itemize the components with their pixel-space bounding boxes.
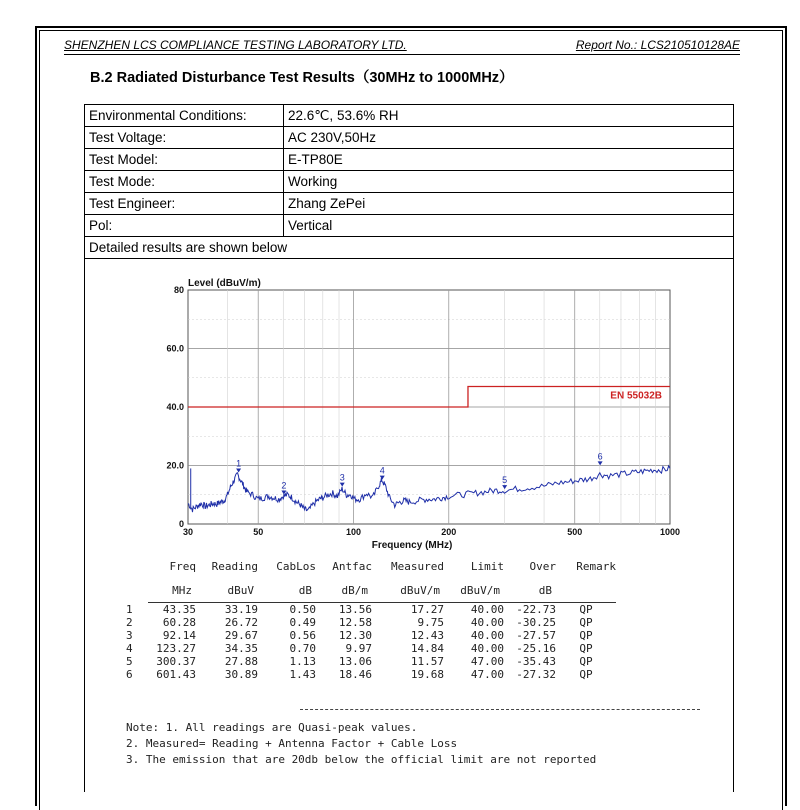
- marker-label: 2: [281, 480, 287, 491]
- table-row: [126, 616, 616, 629]
- table-cell: 14.84: [410, 642, 444, 655]
- note-line: Note: 1. All readings are Quasi-peak values.: [126, 721, 418, 734]
- info-row: [85, 127, 734, 149]
- col-header: Measured: [391, 559, 444, 573]
- info-value: E-TP80E: [284, 149, 734, 171]
- table-cell: 40.00: [470, 629, 504, 642]
- table-cell: 11.57: [410, 655, 444, 668]
- col-header: Remark: [576, 559, 616, 573]
- row-index: 1: [126, 602, 133, 616]
- x-tick-label: 500: [567, 527, 583, 537]
- table-cell: 40.00: [470, 616, 504, 629]
- table-cell: 33.19: [224, 603, 258, 616]
- table-cell: 12.30: [338, 629, 372, 642]
- y-tick-label: 0: [178, 519, 184, 529]
- info-row: [85, 105, 734, 127]
- results-units-row: [126, 578, 616, 603]
- table-row: [126, 642, 616, 655]
- table-cell: 1.43: [289, 668, 316, 681]
- page-header: [64, 38, 740, 55]
- table-cell: QP: [579, 642, 593, 655]
- table-cell: 0.50: [289, 603, 316, 616]
- table-cell: QP: [579, 655, 593, 668]
- table-row: [126, 668, 616, 681]
- info-value: Zhang ZePei: [284, 193, 734, 215]
- table-row: [126, 629, 616, 642]
- table-cell: 34.35: [224, 642, 258, 655]
- table-cell: 13.06: [338, 655, 372, 668]
- col-unit: dB: [504, 578, 556, 603]
- y-tick-label: 20.0: [166, 460, 184, 471]
- table-cell: 17.27: [410, 603, 444, 616]
- table-cell: -30.25: [516, 616, 556, 629]
- emission-chart: [140, 272, 680, 550]
- info-value: Working: [284, 171, 734, 193]
- x-tick-label: 100: [345, 527, 362, 537]
- note-line: 3. The emission that are 20db below the official limit are not reported: [126, 753, 597, 766]
- col-header: Freq: [169, 559, 196, 573]
- marker-label: 1: [236, 458, 242, 469]
- info-value: 22.6℃, 53.6% RH: [284, 105, 734, 127]
- info-row: [85, 149, 734, 171]
- col-header: Over: [529, 559, 556, 573]
- table-cell: -27.32: [516, 668, 556, 681]
- table-cell: 9.75: [417, 616, 444, 629]
- table-cell: 29.67: [224, 629, 258, 642]
- col-unit: [556, 578, 616, 603]
- marker-label: 5: [502, 475, 508, 486]
- y-tick-label: 60.0: [166, 343, 184, 354]
- y-tick-label: 40.0: [166, 402, 184, 412]
- row-index: 5: [126, 655, 133, 668]
- table-cell: 60.28: [162, 616, 196, 629]
- table-cell: 300.37: [156, 655, 196, 668]
- table-cell: 0.56: [289, 629, 316, 642]
- row-index: 4: [126, 642, 133, 655]
- table-cell: 12.43: [410, 629, 444, 642]
- x-tick-label: 50: [253, 527, 264, 537]
- report-number: Report No.: LCS210510128AE: [575, 38, 740, 52]
- col-unit: dB: [258, 578, 316, 603]
- notes: [126, 720, 596, 768]
- note-line: 2. Measured= Reading + Antenna Factor + Cable Loss: [126, 737, 458, 750]
- table-cell: 30.89: [224, 668, 258, 681]
- table-cell: -25.16: [516, 642, 556, 655]
- col-unit: dB/m: [316, 578, 372, 603]
- info-label: Test Mode:: [85, 171, 284, 193]
- table-cell: 47.00: [470, 668, 504, 681]
- row-index: 3: [126, 629, 133, 642]
- table-cell: -27.57: [516, 629, 556, 642]
- table-cell: 1.13: [289, 655, 316, 668]
- table-cell: 47.00: [470, 655, 504, 668]
- info-value: AC 230V,50Hz: [284, 127, 734, 149]
- detail-note: Detailed results are shown below: [85, 237, 734, 259]
- info-label: Test Engineer:: [85, 193, 284, 215]
- table-cell: 18.46: [338, 668, 372, 681]
- col-unit: MHz: [148, 578, 196, 603]
- info-value: Vertical: [284, 215, 734, 237]
- x-tick-label: 200: [441, 527, 457, 537]
- table-cell: 27.88: [224, 655, 258, 668]
- col-unit: dBuV/m: [372, 578, 444, 603]
- marker-label: 3: [339, 472, 345, 483]
- table-cell: 92.14: [162, 629, 196, 642]
- table-cell: 0.49: [289, 616, 316, 629]
- results-table: [126, 554, 616, 681]
- col-header: Reading: [211, 559, 258, 573]
- section-title: B.2 Radiated Disturbance Test Results（30MHz to 1000MHz）: [90, 70, 514, 86]
- test-info-table: [84, 104, 734, 259]
- row-index: 6: [126, 668, 133, 681]
- table-cell: 19.68: [410, 668, 444, 681]
- table-cell: 40.00: [470, 642, 504, 655]
- table-cell: QP: [579, 603, 593, 616]
- marker-label: 6: [597, 451, 603, 462]
- info-row: [85, 171, 734, 193]
- lab-name: SHENZHEN LCS COMPLIANCE TESTING LABORATORY LTD.: [64, 38, 407, 52]
- col-header: Antfac: [332, 559, 372, 573]
- table-cell: 12.58: [338, 616, 372, 629]
- info-row: [85, 215, 734, 237]
- table-cell: 123.27: [156, 642, 196, 655]
- table-cell: QP: [579, 668, 593, 681]
- table-row: [126, 603, 616, 617]
- info-label: Test Voltage:: [85, 127, 284, 149]
- table-cell: -35.43: [516, 655, 556, 668]
- table-cell: 601.43: [156, 668, 196, 681]
- col-unit: dBuV: [196, 578, 258, 603]
- table-cell: -22.73: [516, 603, 556, 616]
- table-cell: QP: [579, 616, 593, 629]
- table-cell: 43.35: [162, 603, 196, 616]
- limit-label: EN 55032B: [610, 390, 662, 402]
- table-cell: 26.72: [224, 616, 258, 629]
- col-header: CabLos: [276, 559, 316, 573]
- table-row: [126, 655, 616, 668]
- x-tick-label: 30: [182, 527, 194, 537]
- y-axis-label: Level (dBuV/m): [188, 278, 261, 289]
- table-cell: QP: [579, 629, 593, 642]
- notes-divider: [300, 709, 700, 710]
- info-row: [85, 193, 734, 215]
- table-cell: 9.97: [345, 642, 372, 655]
- x-tick-label: 1000: [659, 527, 680, 537]
- y-tick-label: 80: [173, 285, 184, 295]
- table-cell: 40.00: [470, 603, 504, 616]
- info-label: Environmental Conditions:: [85, 105, 284, 127]
- marker-label: 4: [379, 465, 385, 476]
- col-header: Limit: [470, 559, 504, 573]
- info-label: Pol:: [85, 215, 284, 237]
- info-label: Test Model:: [85, 149, 284, 171]
- table-cell: 13.56: [338, 603, 372, 616]
- results-header-row: [126, 554, 616, 578]
- table-cell: 0.70: [289, 642, 316, 655]
- row-index: 2: [126, 616, 133, 629]
- col-unit: dBuV/m: [444, 578, 504, 603]
- x-axis-label: Frequency (MHz): [371, 540, 453, 550]
